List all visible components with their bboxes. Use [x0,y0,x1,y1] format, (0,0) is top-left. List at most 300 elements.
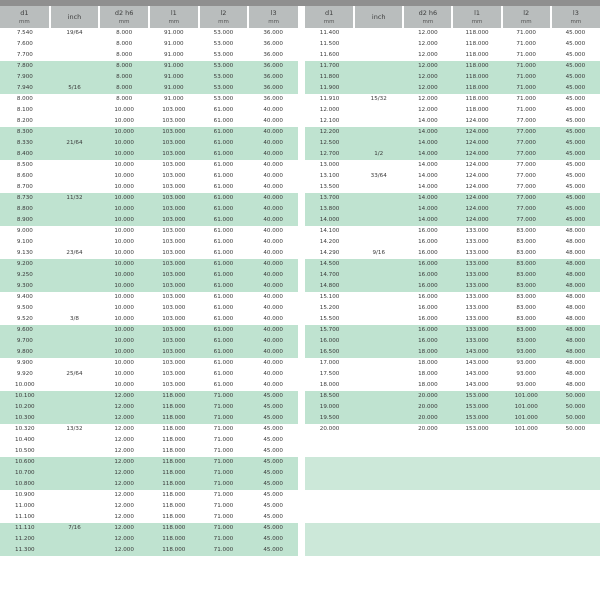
cell-l1: 153.000 [452,413,501,424]
cell-l2: 61.000 [213,173,234,179]
cell-d1: 8.600 [16,173,33,179]
cell-d1: 14.700 [305,270,354,281]
cell-l3: 40.000 [263,107,283,113]
cell-l2: 77.000 [502,149,551,160]
cell-l2: 61.000 [199,270,249,281]
cell-d1: 10.900 [15,492,35,498]
cell-d2: 14.000 [403,215,452,226]
cell-l3: 40.000 [248,336,298,347]
table-row [0,204,298,215]
empty-cell [354,435,403,446]
table-row [305,314,600,325]
cell-l2: 61.000 [199,325,249,336]
empty-row [305,479,600,490]
cell-l2: 83.000 [502,281,551,292]
empty-row [305,490,600,501]
cell-l3: 45.000 [551,61,600,72]
cell-l1: 91.000 [149,72,199,83]
cell-l1: 143.000 [465,371,489,377]
table-row [0,116,298,127]
cell-l2: 61.000 [213,305,234,311]
cell-inch [50,292,100,303]
cell-l1: 133.000 [452,281,501,292]
cell-l2: 83.000 [502,259,551,270]
cell-l3: 45.000 [565,52,586,58]
empty-row [305,446,600,457]
header-inch: inch [354,6,403,28]
cell-l2: 83.000 [516,294,536,300]
cell-d1: 10.200 [0,402,50,413]
cell-d1: 12.700 [305,149,354,160]
cell-d1: 9.000 [16,228,33,234]
table-row [305,347,600,358]
empty-cell [354,545,403,556]
cell-l3: 45.000 [551,127,600,138]
cell-l1: 118.000 [149,479,199,490]
cell-d2: 20.000 [403,391,452,402]
cell-d2: 12.000 [99,457,149,468]
cell-d1: 10.800 [0,479,50,490]
cell-d2: 12.000 [99,534,149,545]
cell-l3: 45.000 [248,391,298,402]
cell-d1: 8.200 [16,118,33,124]
cell-inch [354,204,403,215]
cell-inch [354,391,403,402]
table-row [0,72,298,83]
table-row [0,446,298,457]
cell-l1: 118.000 [465,52,489,58]
cell-d1: 18.500 [305,391,354,402]
table-row [305,182,600,193]
cell-inch [354,215,403,226]
empty-cell [452,457,501,468]
cell-l1: 118.000 [149,413,199,424]
cell-d1: 10.700 [0,468,50,479]
cell-d2: 12.000 [99,391,149,402]
cell-d2: 16.000 [418,228,438,234]
empty-cell [305,512,354,523]
cell-d1: 13.000 [319,162,340,168]
cell-l2: 93.000 [516,371,536,377]
table-row [305,325,600,336]
empty-cell [452,479,501,490]
cell-inch [354,182,403,193]
cell-l2: 93.000 [516,382,536,388]
cell-l2: 83.000 [516,316,536,322]
empty-row [305,457,600,468]
header-d2: d2 h6 mm [99,6,149,28]
cell-inch [354,28,403,39]
cell-l2: 61.000 [199,215,249,226]
cell-d2: 12.000 [114,514,134,520]
cell-d1: 9.900 [16,360,33,366]
cell-d1: 8.730 [0,193,50,204]
cell-l1: 133.000 [465,239,489,245]
cell-l2: 77.000 [502,204,551,215]
cell-inch [50,259,100,270]
cell-d2: 8.000 [99,72,149,83]
cell-l1: 153.000 [465,426,489,432]
cell-d1: 11.700 [305,61,354,72]
cell-l1: 118.000 [162,514,186,520]
cell-d2: 18.000 [418,360,438,366]
cell-l2: 53.000 [199,83,249,94]
empty-cell [452,545,501,556]
empty-cell [354,534,403,545]
cell-l1: 103.000 [162,173,186,179]
empty-row [305,435,600,446]
cell-l1: 133.000 [452,259,501,270]
cell-d1: 13.800 [305,204,354,215]
empty-cell [452,490,501,501]
cell-l3: 40.000 [248,138,298,149]
cell-l1: 103.000 [162,118,186,124]
cell-d2: 12.000 [114,437,134,443]
cell-l1: 143.000 [465,360,489,366]
cell-l3: 45.000 [263,492,283,498]
header-l2: l2 mm [199,6,249,28]
cell-l3: 40.000 [263,184,283,190]
cell-l2: 53.000 [213,52,234,58]
cell-l2: 101.000 [502,413,551,424]
cell-l1: 118.000 [162,437,186,443]
cell-l1: 91.000 [149,61,199,72]
cell-l3: 45.000 [263,514,283,520]
cell-l1: 133.000 [465,305,489,311]
left-dimension-table [0,6,298,556]
header-row [0,6,298,28]
cell-l1: 153.000 [452,402,501,413]
cell-d2: 18.000 [418,371,438,377]
empty-cell [403,545,452,556]
table-row [305,358,600,369]
cell-inch [50,380,100,391]
cell-d1: 10.600 [0,457,50,468]
cell-l1: 103.000 [149,259,199,270]
cell-d1: 9.700 [0,336,50,347]
cell-l1: 118.000 [162,503,186,509]
empty-cell [305,545,354,556]
empty-cell [403,534,452,545]
cell-l2: 101.000 [502,391,551,402]
table-row [305,39,600,50]
table-row [0,127,298,138]
empty-cell [403,435,452,446]
table-row [0,61,298,72]
cell-l1: 103.000 [149,204,199,215]
cell-l2: 53.000 [199,61,249,72]
cell-inch [354,61,403,72]
table-row [0,50,298,61]
cell-d2: 10.000 [99,127,149,138]
cell-d2: 10.000 [99,325,149,336]
cell-l1: 133.000 [465,294,489,300]
table-row [305,424,600,435]
table-row [0,237,298,248]
cell-inch: 15/32 [370,96,387,102]
empty-cell [452,446,501,457]
cell-d2: 10.000 [99,215,149,226]
table-row [0,336,298,347]
cell-l3: 40.000 [248,204,298,215]
cell-l3: 40.000 [263,360,283,366]
cell-l3: 40.000 [263,239,283,245]
cell-inch: 23/64 [66,250,83,256]
cell-d1: 7.540 [16,30,33,36]
empty-cell [551,446,600,457]
table-row [0,193,298,204]
cell-l3: 45.000 [565,162,586,168]
cell-l1: 118.000 [149,391,199,402]
cell-l1: 103.000 [149,347,199,358]
empty-cell [502,446,551,457]
cell-l3: 40.000 [248,149,298,160]
cell-l1: 118.000 [149,402,199,413]
table-row [305,369,600,380]
cell-d1: 11.800 [305,72,354,83]
cell-l2: 71.000 [516,107,536,113]
cell-l1: 103.000 [162,382,186,388]
cell-l3: 40.000 [248,127,298,138]
table-row [305,270,600,281]
cell-d2: 10.000 [114,360,134,366]
empty-row [305,545,600,556]
cell-l1: 91.000 [164,30,184,36]
table-row [0,28,298,39]
cell-l2: 71.000 [199,479,249,490]
table-row [0,402,298,413]
cell-l2: 93.000 [516,360,536,366]
cell-l2: 71.000 [516,30,536,36]
cell-l3: 45.000 [248,479,298,490]
table-row [305,138,600,149]
cell-l2: 71.000 [213,492,234,498]
cell-l3: 48.000 [565,371,586,377]
cell-l1: 91.000 [164,52,184,58]
cell-l1: 103.000 [162,228,186,234]
cell-l1: 103.000 [162,184,186,190]
empty-cell [452,512,501,523]
cell-l3: 36.000 [248,61,298,72]
cell-d1: 11.910 [319,96,340,102]
cell-d2: 12.000 [114,426,134,432]
cell-inch [354,303,403,314]
cell-d2: 10.000 [114,184,134,190]
cell-l2: 77.000 [502,215,551,226]
cell-d2: 8.000 [116,41,133,47]
cell-l2: 71.000 [199,457,249,468]
cell-l1: 133.000 [465,228,489,234]
cell-d1: 13.500 [319,184,340,190]
cell-inch [50,72,100,83]
cell-l1: 103.000 [162,316,186,322]
empty-row [305,512,600,523]
table-row [305,160,600,171]
cell-d2: 20.000 [403,402,452,413]
table-row [0,479,298,490]
cell-inch: 19/64 [66,30,83,36]
empty-cell [305,468,354,479]
cell-l1: 118.000 [162,448,186,454]
cell-l2: 71.000 [502,83,551,94]
cell-l2: 93.000 [502,347,551,358]
cell-l2: 71.000 [199,523,249,534]
cell-inch: 5/16 [50,83,100,94]
cell-d1: 9.500 [16,305,33,311]
cell-d2: 10.000 [114,371,134,377]
cell-l3: 40.000 [263,118,283,124]
table-row [0,248,298,259]
cell-l1: 124.000 [465,173,489,179]
cell-d1: 14.500 [305,259,354,270]
cell-inch [50,149,100,160]
cell-l1: 124.000 [465,184,489,190]
cell-inch [50,281,100,292]
cell-d1: 11.100 [15,514,35,520]
cell-l3: 40.000 [263,382,283,388]
header-d1: d1 mm [305,6,354,28]
cell-d2: 14.000 [403,149,452,160]
empty-row [305,501,600,512]
cell-inch [50,215,100,226]
cell-l2: 61.000 [213,162,234,168]
header-l3: l3 mm [551,6,600,28]
cell-l1: 103.000 [162,360,186,366]
cell-d2: 10.000 [99,149,149,160]
cell-l3: 48.000 [565,228,586,234]
cell-d2: 16.000 [418,294,438,300]
cell-d1: 10.400 [15,437,35,443]
cell-l2: 61.000 [199,281,249,292]
empty-cell [502,468,551,479]
right-table-header [305,6,600,28]
cell-l3: 45.000 [248,457,298,468]
empty-cell [551,523,600,534]
cell-d1: 12.200 [305,127,354,138]
cell-l2: 61.000 [213,107,234,113]
cell-l1: 103.000 [162,107,186,113]
cell-inch: 9/16 [372,250,386,256]
table-row [0,545,298,556]
cell-l1: 103.000 [162,305,186,311]
table-row [0,435,298,446]
cell-l3: 48.000 [565,305,586,311]
cell-d2: 8.000 [116,30,133,36]
table-row [0,182,298,193]
empty-cell [354,457,403,468]
right-dimension-table [305,6,600,556]
cell-l1: 118.000 [452,72,501,83]
cell-d1: 16.000 [305,336,354,347]
cell-l3: 45.000 [551,138,600,149]
cell-d2: 18.000 [403,347,452,358]
cell-d2: 8.000 [116,52,133,58]
cell-d1: 20.000 [319,426,340,432]
empty-cell [502,435,551,446]
empty-cell [354,523,403,534]
cell-inch [50,402,100,413]
cell-inch [354,270,403,281]
cell-l1: 103.000 [149,127,199,138]
cell-d1: 8.300 [0,127,50,138]
cell-d2: 10.000 [114,118,134,124]
table-row [0,490,298,501]
cell-d2: 8.000 [116,96,133,102]
empty-cell [452,468,501,479]
cell-l1: 103.000 [149,270,199,281]
cell-d1: 11.200 [0,534,50,545]
cell-inch [354,369,403,380]
cell-inch [50,270,100,281]
cell-d2: 12.000 [418,41,438,47]
table-row [305,336,600,347]
table-row [305,193,600,204]
empty-cell [502,501,551,512]
cell-d1: 13.100 [319,173,340,179]
table-row [305,215,600,226]
cell-d1: 11.110 [0,523,50,534]
cell-l3: 45.000 [248,402,298,413]
cell-d1: 11.900 [305,83,354,94]
cell-d1: 10.300 [0,413,50,424]
cell-d2: 12.000 [99,468,149,479]
cell-d2: 10.000 [114,228,134,234]
cell-inch [50,347,100,358]
cell-inch [354,314,403,325]
empty-cell [354,501,403,512]
cell-l1: 91.000 [149,83,199,94]
cell-d1: 17.500 [319,371,340,377]
cell-l3: 48.000 [565,316,586,322]
cell-d2: 14.000 [403,204,452,215]
cell-d2: 12.000 [114,503,134,509]
cell-l3: 36.000 [263,30,283,36]
table-row [0,325,298,336]
cell-inch [50,94,100,105]
cell-inch [354,72,403,83]
cell-inch [354,347,403,358]
table-row [305,281,600,292]
cell-l3: 45.000 [565,173,586,179]
empty-cell [354,479,403,490]
cell-d1: 16.500 [305,347,354,358]
cell-l3: 48.000 [551,281,600,292]
cell-l3: 40.000 [248,215,298,226]
table-row [0,292,298,303]
cell-l1: 124.000 [452,193,501,204]
cell-l2: 71.000 [516,41,536,47]
cell-l1: 124.000 [465,118,489,124]
cell-l3: 45.000 [565,41,586,47]
cell-l2: 61.000 [213,118,234,124]
cell-d1: 7.940 [0,83,50,94]
cell-d2: 10.000 [114,239,134,245]
cell-d1: 15.500 [319,316,340,322]
cell-l3: 36.000 [263,52,283,58]
cell-l2: 61.000 [199,259,249,270]
cell-l3: 50.000 [551,402,600,413]
cell-inch [50,226,100,237]
cell-l1: 103.000 [162,371,186,377]
empty-cell [502,479,551,490]
empty-cell [551,545,600,556]
cell-l2: 83.000 [502,325,551,336]
empty-row [305,534,600,545]
cell-d1: 17.000 [319,360,340,366]
cell-d2: 14.000 [418,184,438,190]
cell-l3: 45.000 [263,448,283,454]
cell-inch [354,237,403,248]
